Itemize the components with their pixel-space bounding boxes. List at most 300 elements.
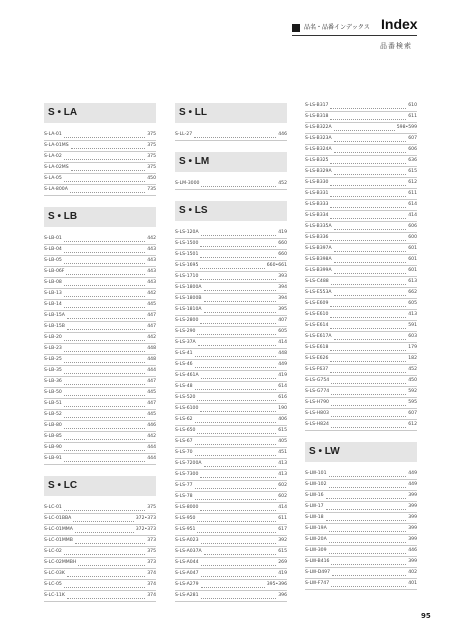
leader-dots <box>201 559 277 566</box>
section-heading: S • LS <box>175 201 287 221</box>
leader-dots <box>64 422 145 429</box>
product-code: S-LC-02 <box>44 549 62 554</box>
page-reference: 598•599 <box>396 125 417 130</box>
product-code: S-LB-80 <box>44 423 62 428</box>
leader-dots <box>326 492 407 499</box>
leader-dots <box>201 581 265 588</box>
page-reference: 414 <box>408 213 417 218</box>
leader-dots <box>195 493 277 500</box>
page-reference: 450 <box>408 378 417 383</box>
product-code: S-LC-03K <box>44 571 65 576</box>
header-label: 品名・品番インデックス <box>304 24 370 31</box>
leader-dots <box>66 268 145 275</box>
product-code: S-LS-G754 <box>305 378 330 383</box>
product-code: S-LS-E610 <box>305 312 329 317</box>
product-code: S-LS-B330 <box>305 180 329 185</box>
section-heading: S • LB <box>44 207 156 227</box>
product-code: S-LS-E553A <box>305 290 332 295</box>
product-code: S-LW-20A <box>305 537 327 542</box>
product-code: S-LS-B324A <box>305 147 332 152</box>
page-reference: 452 <box>408 367 417 372</box>
product-code: S-LW-16 <box>305 493 324 498</box>
page-reference: 395•396 <box>266 582 287 587</box>
page-reference: 190 <box>278 406 287 411</box>
page-reference: 662 <box>408 290 417 295</box>
leader-dots <box>331 278 407 285</box>
product-code: S-LS-A047 <box>175 571 199 576</box>
page-reference: 606 <box>408 224 417 229</box>
product-code: S-LC-01BBA <box>44 516 72 521</box>
leader-dots <box>330 179 406 186</box>
leader-dots <box>201 537 277 544</box>
page-reference: 399 <box>408 526 417 531</box>
leader-dots <box>330 113 406 120</box>
leader-dots <box>64 444 145 451</box>
page-reference: 450 <box>147 176 156 181</box>
product-code: S-LB-13 <box>44 291 62 296</box>
page-reference: 616 <box>278 395 287 400</box>
page-reference: 442 <box>147 434 156 439</box>
page-reference: 660•661 <box>266 263 287 268</box>
page-reference: 419 <box>278 571 287 576</box>
index-entry <box>175 130 287 141</box>
page-reference: 375 <box>147 154 156 159</box>
page-reference: 448 <box>278 351 287 356</box>
product-code: S-LS-H790 <box>305 400 329 405</box>
product-code: S-LS-A044 <box>175 560 199 565</box>
page-reference: 394 <box>278 285 287 290</box>
leader-dots <box>64 279 145 286</box>
product-code: S-LS-77 <box>175 483 193 488</box>
product-code: S-LS-E609 <box>305 301 329 306</box>
product-code: S-LS-120A <box>175 230 199 235</box>
page-reference: 372•373 <box>135 527 156 532</box>
page-reference: 445 <box>147 412 156 417</box>
product-code: S-LW-17 <box>305 504 324 509</box>
page-reference: 373 <box>147 560 156 565</box>
page-reference: 442 <box>147 236 156 241</box>
product-code: S-LS-B333 <box>305 202 329 207</box>
product-code: S-LS-41 <box>175 351 193 356</box>
page-reference: 399 <box>408 493 417 498</box>
leader-dots <box>64 153 145 160</box>
product-code: S-LA-05 <box>44 176 62 181</box>
product-code: S-LS-B334 <box>305 213 329 218</box>
product-code: S-LB-90 <box>44 445 62 450</box>
leader-dots <box>334 146 407 153</box>
leader-dots <box>67 592 145 599</box>
product-code: S-LS-950 <box>175 516 196 521</box>
header-square-icon <box>292 24 300 32</box>
page-reference: 374 <box>147 571 156 576</box>
product-code: S-LA-01 <box>44 132 62 137</box>
leader-dots <box>330 366 406 373</box>
product-code: S-LS-B331 <box>305 191 329 196</box>
leader-dots <box>330 300 406 307</box>
product-code: S-LB-15B <box>44 324 65 329</box>
product-code: S-LS-A037A <box>175 549 202 554</box>
page-reference: 605 <box>408 301 417 306</box>
page-reference: 615 <box>278 428 287 433</box>
page-reference: 611 <box>408 191 417 196</box>
leader-dots <box>71 142 146 149</box>
product-code: S-LS-6100 <box>175 406 199 411</box>
page-reference: 413 <box>278 461 287 466</box>
product-code: S-LW-B416 <box>305 559 330 564</box>
product-code: S-LS-1800A <box>175 285 202 290</box>
leader-dots <box>200 504 276 511</box>
product-code: S-LB-14 <box>44 302 62 307</box>
leader-dots <box>201 570 277 577</box>
page-reference: 179 <box>408 345 417 350</box>
leader-dots <box>204 306 277 313</box>
page-reference: 182 <box>408 356 417 361</box>
leader-dots <box>330 234 406 241</box>
page-reference: 447 <box>147 324 156 329</box>
leader-dots <box>64 455 145 462</box>
page-reference: 444 <box>147 456 156 461</box>
leader-dots <box>73 515 133 522</box>
product-code: S-LS-A023 <box>175 538 199 543</box>
page-reference: 449 <box>278 362 287 367</box>
page-reference: 372•373 <box>135 516 156 521</box>
leader-dots <box>326 514 407 521</box>
index-entry <box>305 420 417 431</box>
page-reference: 735 <box>147 187 156 192</box>
product-code: S-LS-B335A <box>305 224 332 229</box>
product-code: S-LS-7300 <box>175 472 199 477</box>
page-reference: 374 <box>147 582 156 587</box>
leader-dots <box>201 372 277 379</box>
page-reference: 394 <box>278 296 287 301</box>
page-reference: 399 <box>408 515 417 520</box>
page-reference: 374 <box>147 593 156 598</box>
product-code: S-LS-1810A <box>175 307 202 312</box>
leader-dots <box>195 383 277 390</box>
leader-dots <box>70 186 145 193</box>
page-reference: 395 <box>278 307 287 312</box>
page-reference: 612 <box>408 180 417 185</box>
product-code: S-LS-E617A <box>305 334 332 339</box>
leader-dots <box>326 503 407 510</box>
leader-dots <box>64 504 145 511</box>
index-entry <box>305 579 417 590</box>
product-code: S-LS-8000 <box>175 505 199 510</box>
leader-dots <box>64 131 145 138</box>
product-code: S-LB-35 <box>44 368 62 373</box>
product-code: S-LS-520 <box>175 395 196 400</box>
page-reference: 445 <box>147 390 156 395</box>
page-reference: 269 <box>278 560 287 565</box>
page-number: 95 <box>421 612 431 620</box>
product-code: S-LA-02MS <box>44 165 69 170</box>
product-code: S-LS-B322A <box>305 125 332 130</box>
page-reference: 373 <box>147 538 156 543</box>
leader-dots <box>204 284 277 291</box>
page-reference: 617 <box>278 527 287 532</box>
leader-dots <box>75 526 134 533</box>
section-heading: S • LL <box>175 103 287 123</box>
header-subtitle: 品番検索 <box>380 42 412 50</box>
leader-dots <box>200 317 276 324</box>
leader-dots <box>201 592 277 599</box>
leader-dots <box>204 460 277 467</box>
product-code: S-LS-B325 <box>305 158 329 163</box>
page-reference: 446 <box>147 423 156 428</box>
page-reference: 414 <box>278 340 287 345</box>
product-code: S-LM-3000 <box>175 181 200 186</box>
page-reference: 451 <box>278 450 287 455</box>
page-reference: 419 <box>278 373 287 378</box>
product-code: S-LS-B329A <box>305 169 332 174</box>
product-code: S-LW-D497 <box>305 570 331 575</box>
product-code: S-LS-290 <box>175 329 196 334</box>
leader-dots <box>334 256 407 263</box>
leader-dots <box>64 400 145 407</box>
section-gap <box>305 431 417 442</box>
product-code: S-LL-27 <box>175 132 193 137</box>
product-code: S-LA-02 <box>44 154 62 159</box>
leader-dots <box>64 433 145 440</box>
page-reference: 446 <box>278 132 287 137</box>
leader-dots <box>200 251 276 258</box>
leader-dots <box>71 164 146 171</box>
page-reference: 442 <box>147 335 156 340</box>
page-reference: 448 <box>147 357 156 362</box>
leader-dots <box>64 301 145 308</box>
product-code: S-LB-50 <box>44 390 62 395</box>
leader-dots <box>330 157 406 164</box>
product-code: S-LS-E614 <box>305 323 329 328</box>
product-code: S-LB-20 <box>44 335 62 340</box>
page-reference: 452 <box>278 181 287 186</box>
leader-dots <box>330 201 406 208</box>
section-gap <box>175 141 287 152</box>
page-reference: 447 <box>147 313 156 318</box>
page-reference: 602 <box>278 483 287 488</box>
index-entry <box>175 179 287 190</box>
product-code: S-LS-70 <box>175 450 193 455</box>
product-code: S-LS-B336 <box>305 235 329 240</box>
page-reference: 406 <box>278 417 287 422</box>
leader-dots <box>331 580 406 587</box>
product-code: S-LS-62 <box>175 417 193 422</box>
product-code: S-LC-11K <box>44 593 65 598</box>
leader-dots <box>330 322 406 329</box>
product-code: S-LS-1500 <box>175 241 199 246</box>
product-code: S-LS-650 <box>175 428 196 433</box>
section-gap <box>44 196 156 207</box>
page-reference: 601 <box>408 257 417 262</box>
product-code: S-LS-951 <box>175 527 196 532</box>
product-code: S-LW-F747 <box>305 581 330 586</box>
product-code: S-LW-19A <box>305 526 327 531</box>
section-gap <box>175 190 287 201</box>
page-reference: 375 <box>147 505 156 510</box>
page-reference: 401 <box>408 581 417 586</box>
page-reference: 448 <box>147 346 156 351</box>
product-code: S-LW-102 <box>305 482 327 487</box>
page-reference: 636 <box>408 158 417 163</box>
product-code: S-LS-G774 <box>305 389 330 394</box>
product-code: S-LC-01MMB <box>44 538 73 543</box>
leader-dots <box>64 367 145 374</box>
page-reference: 607 <box>408 411 417 416</box>
index-column-2 <box>175 103 287 602</box>
leader-dots <box>331 421 406 428</box>
page-reference: 592 <box>408 389 417 394</box>
product-code: S-LB-01 <box>44 236 62 241</box>
leader-dots <box>332 569 406 576</box>
leader-dots <box>64 581 145 588</box>
page-reference: 443 <box>147 258 156 263</box>
leader-dots <box>329 547 407 554</box>
index-column-3 <box>305 101 417 590</box>
leader-dots <box>330 355 406 362</box>
page-reference: 615 <box>408 169 417 174</box>
leader-dots <box>195 482 277 489</box>
leader-dots <box>64 389 145 396</box>
page-reference: 607 <box>408 136 417 141</box>
product-code: S-LS-7200A <box>175 461 202 466</box>
section-heading: S • LC <box>44 476 156 496</box>
header-title: Index <box>381 16 418 32</box>
product-code: S-LS-B399A <box>305 268 332 273</box>
leader-dots <box>334 333 407 340</box>
product-code: S-LS-2800 <box>175 318 199 323</box>
leader-dots <box>334 267 407 274</box>
leader-dots <box>194 131 276 138</box>
leader-dots <box>330 344 406 351</box>
page-reference: 449 <box>408 482 417 487</box>
page-reference: 405 <box>278 439 287 444</box>
product-code: S-LS-F637 <box>305 367 329 372</box>
product-code: S-LW-309 <box>305 548 327 553</box>
leader-dots <box>334 289 407 296</box>
section-gap <box>44 465 156 476</box>
page-reference: 413 <box>278 472 287 477</box>
index-entry <box>175 591 287 602</box>
leader-dots <box>64 378 145 385</box>
leader-dots <box>198 339 277 346</box>
page-reference: 595 <box>408 400 417 405</box>
product-code: S-LS-A281 <box>175 593 199 598</box>
page-reference: 399 <box>408 504 417 509</box>
section-heading: S • LW <box>305 442 417 462</box>
section-heading: S • LA <box>44 103 156 123</box>
page-reference: 375 <box>147 143 156 148</box>
product-code: S-LB-91 <box>44 456 62 461</box>
page-reference: 393 <box>278 274 287 279</box>
leader-dots <box>204 295 277 302</box>
leader-dots <box>64 548 145 555</box>
product-code: S-LC-02MMBH <box>44 560 77 565</box>
product-code: S-LS-1710 <box>175 274 199 279</box>
page-reference: 660 <box>278 241 287 246</box>
page-reference: 413 <box>408 312 417 317</box>
leader-dots <box>330 311 406 318</box>
page-reference: 375 <box>147 132 156 137</box>
page-reference: 407 <box>278 318 287 323</box>
section-heading: S • LM <box>175 152 287 172</box>
leader-dots <box>195 350 277 357</box>
leader-dots <box>331 399 406 406</box>
page-reference: 613 <box>408 279 417 284</box>
leader-dots <box>64 411 145 418</box>
leader-dots <box>64 334 145 341</box>
leader-dots <box>64 175 145 182</box>
index-entry <box>44 185 156 196</box>
leader-dots <box>331 410 406 417</box>
product-code: S-LB-15A <box>44 313 65 318</box>
product-code: S-LS-C488 <box>305 279 329 284</box>
leader-dots <box>67 570 145 577</box>
product-code: S-LS-37A <box>175 340 196 345</box>
product-code: S-LS-461A <box>175 373 199 378</box>
leader-dots <box>329 525 407 532</box>
leader-dots <box>67 323 145 330</box>
page-reference: 445 <box>147 302 156 307</box>
leader-dots <box>334 168 407 175</box>
page-reference: 446 <box>408 548 417 553</box>
page-reference: 443 <box>147 280 156 285</box>
product-code: S-LS-78 <box>175 494 193 499</box>
page-reference: 443 <box>147 269 156 274</box>
page-reference: 392 <box>278 538 287 543</box>
page-reference: 591 <box>408 323 417 328</box>
product-code: S-LS-B318 <box>305 114 329 119</box>
leader-dots <box>64 257 145 264</box>
product-code: S-LB-52 <box>44 412 62 417</box>
product-code: S-LB-06F <box>44 269 65 274</box>
product-code: S-LA-800A <box>44 187 68 192</box>
page-reference: 444 <box>147 368 156 373</box>
product-code: S-LS-B317 <box>305 103 329 108</box>
leader-dots <box>331 388 406 395</box>
leader-dots <box>201 229 277 236</box>
leader-dots <box>200 262 264 269</box>
page-reference: 606 <box>408 147 417 152</box>
page-reference: 399 <box>408 537 417 542</box>
page-reference: 660 <box>278 252 287 257</box>
leader-dots <box>75 537 145 544</box>
leader-dots <box>197 427 276 434</box>
index-column-1 <box>44 103 156 602</box>
header-rule <box>292 35 417 36</box>
product-code: S-LA-01MS <box>44 143 69 148</box>
page-reference: 399 <box>408 559 417 564</box>
page-reference: 447 <box>147 401 156 406</box>
index-entry <box>44 591 156 602</box>
leader-dots <box>334 124 395 131</box>
page-reference: 614 <box>278 384 287 389</box>
product-code: S-LC-05 <box>44 582 62 587</box>
product-code: S-LS-H824 <box>305 422 329 427</box>
product-code: S-LS-46 <box>175 362 193 367</box>
product-code: S-LS-E618 <box>305 345 329 350</box>
page-reference: 419 <box>278 230 287 235</box>
product-code: S-LW-18 <box>305 515 324 520</box>
leader-dots <box>197 328 276 335</box>
product-code: S-LC-01 <box>44 505 62 510</box>
page-reference: 601 <box>408 246 417 251</box>
page-reference: 414 <box>278 505 287 510</box>
page-reference: 396 <box>278 593 287 598</box>
product-code: S-LB-36 <box>44 379 62 384</box>
product-code: S-LB-08 <box>44 280 62 285</box>
product-code: S-LB-04 <box>44 247 62 252</box>
page-reference: 443 <box>147 247 156 252</box>
